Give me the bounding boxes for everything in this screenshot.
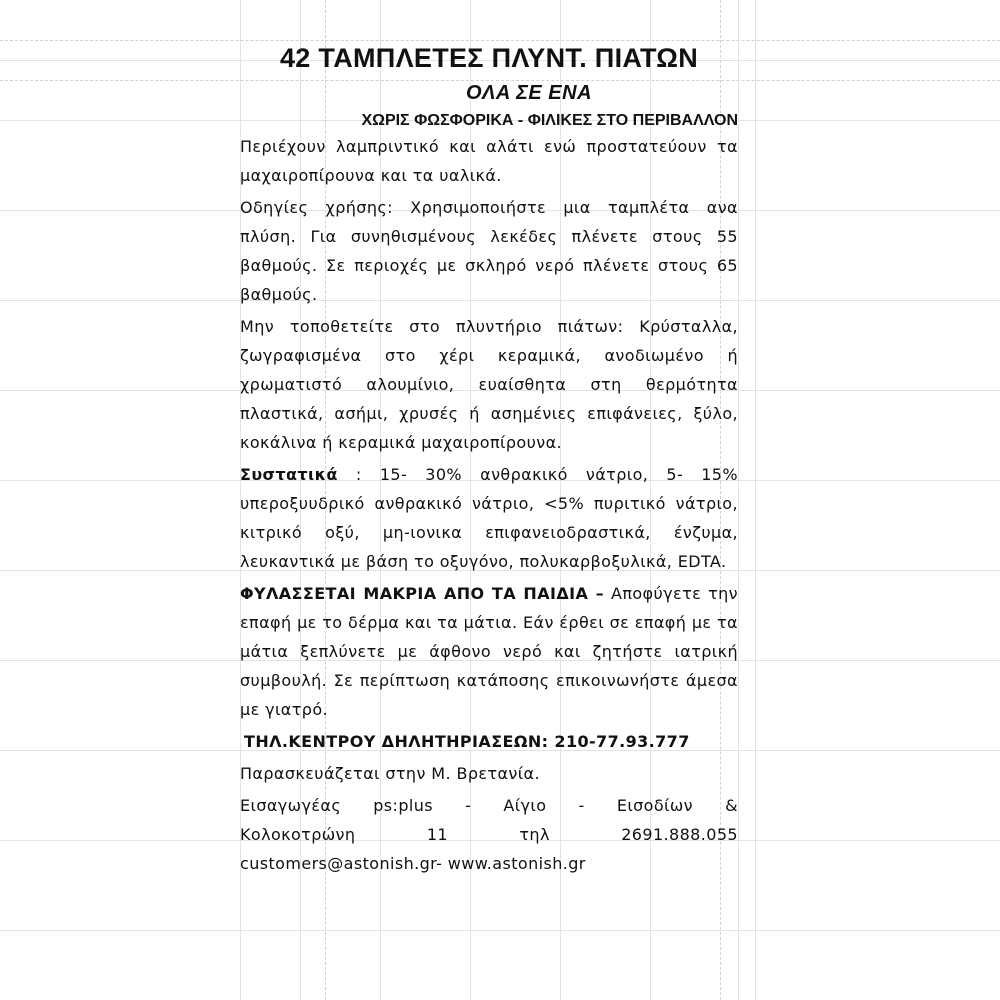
grid-line (0, 930, 1000, 931)
product-label (240, 38, 738, 878)
poison-center-phone: ΤΗΛ.ΚΕΝΤΡΟΥ ΔΗΛΗΤΗΡΙΑΣΕΩΝ: 210-77.93.777 (244, 732, 690, 751)
instructions-paragraph: Οδηγίες χρήσης: Χρησιμοποιήστε μια ταμπλέτα ανα πλύση. Για συνηθισμένους λεκέδες πλένετε στους 55 βαθμούς. Σε περιοχές με σκληρό νερό πλένετε στους 65 βαθμούς. (240, 198, 738, 304)
grid-line (755, 0, 756, 1000)
grid-line (738, 0, 739, 1000)
eco-tagline: ΧΩΡΙΣ ΦΩΣΦΟΡΙΚΑ - ΦΙΛΙΚΕΣ ΣΤΟ ΠΕΡΙΒΑΛΛΟΝ (361, 112, 738, 129)
contact-line: customers@astonish.gr- www.astonish.gr (240, 854, 586, 873)
product-title: 42 ΤΑΜΠΛΕΤΕΣ ΠΛΥΝΤ. ΠΙΑΤΩΝ (279, 43, 699, 73)
ingredients-label: Συστατικά (240, 465, 338, 484)
origin-line: Παρασκευάζεται στην Μ. Βρετανία. (240, 764, 540, 783)
ingredients-paragraph (240, 460, 738, 576)
safety-label: ΦΥΛΑΣΣΕΤΑΙ ΜΑΚΡΙΑ ΑΠΟ ΤΑ ΠΑΙΔΙΑ – (240, 584, 605, 603)
importer-line-1: Εισαγωγέας ps:plus - Αίγιο - Εισοδίων & (240, 796, 738, 815)
ingredients-text: : 15- 30% ανθρακικό νάτριο, 5- 15% υπεροξυυδρικό ανθρακικό νάτριο, <5% πυριτικό νάτριο, κιτρικό οξύ, μη-ιονικα επιφανειοδραστικά, ένζυμα, λευκαντικά με βάση το οξυγόνο, πολυκαρβοξυλικά, EDTA. (240, 465, 738, 571)
importer-line-2: Κολοκοτρώνη 11 τηλ 2691.888.055 (240, 825, 738, 844)
safety-paragraph (240, 579, 738, 724)
safety-text: Αποφύγετε την επαφή με το δέρμα και τα μάτια. Εάν έρθει σε επαφή με τα μάτια ξεπλύνετε με άφθονο νερό και ζητήστε ιατρική συμβουλή. Σε περίπτωση κατάποσης επικοινωνήστε άμεσα με γιατρό. (240, 584, 738, 719)
do-not-wash-paragraph: Μην τοποθετείτε στο πλυντήριο πιάτων: Κρύσταλλα, ζωγραφισμένα στο χέρι κεραμικά, ανοδιωμένο ή χρωματιστό αλουμίνιο, ευαίσθητα στη θερμότητα πλαστικά, ασήμι, χρυσές ή ασημένιες επιφάνειες, ξύλο, κοκάλινα ή κεραμικά μαχαιροπίρουνα. (240, 317, 738, 452)
product-subtitle: ΟΛΑ ΣΕ ΕΝΑ (465, 82, 593, 104)
intro-paragraph: Περιέχουν λαμπριντικό και αλάτι ενώ προστατεύουν τα μαχαιροπίρουνα και τα υαλικά. (240, 137, 738, 185)
